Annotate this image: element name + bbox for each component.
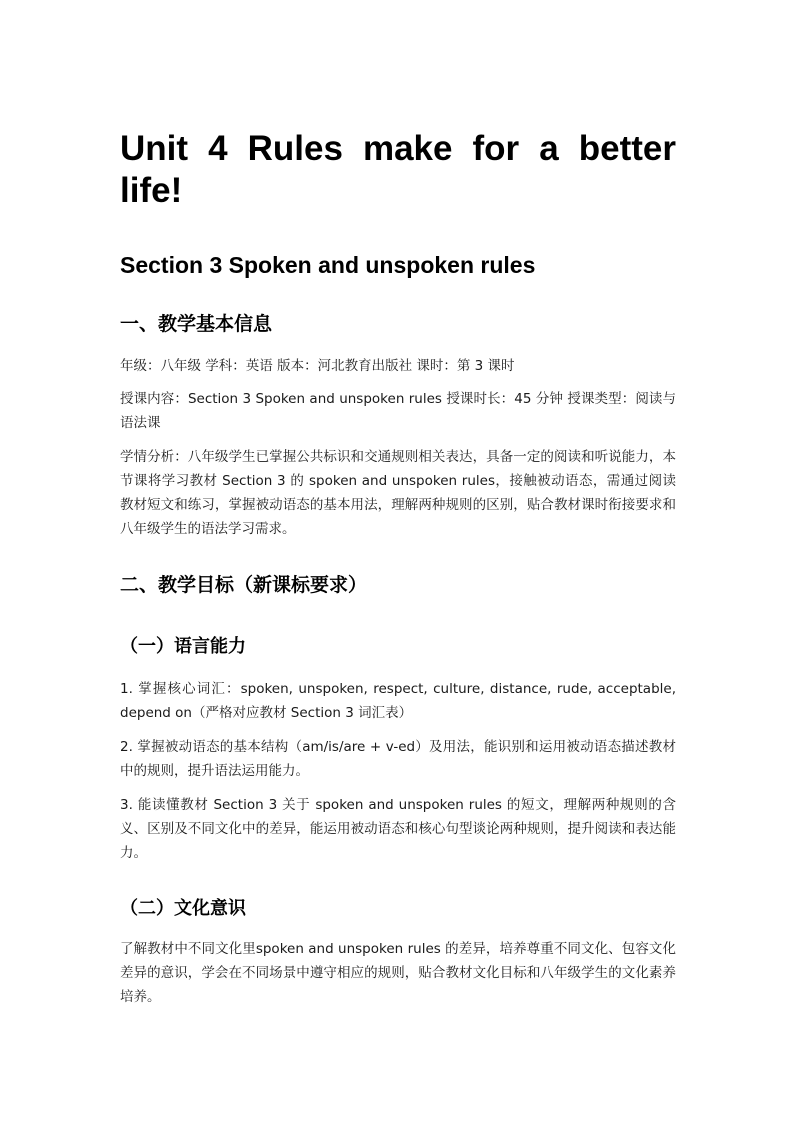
objective-item-1: 1. 掌握核心词汇：spoken, unspoken, respect, culture, distance, rude, acceptable, depend on（严格对应教材 Section 3 词汇表） — [120, 681, 676, 721]
document-title: Unit 4 Rules make for a better life! — [120, 129, 676, 210]
cultural-awareness-heading: （二）文化意识 — [120, 898, 246, 919]
part1-heading: 一、教学基本信息 — [120, 313, 273, 335]
lesson-content-line: 授课内容：Section 3 Spoken and unspoken rules 授课时长：45 分钟 授课类型：阅读与语法课 — [120, 391, 676, 431]
basic-info-line: 年级：八年级 学科：英语 版本：河北教育出版社 课时：第 3 课时 — [120, 358, 515, 374]
cultural-awareness-paragraph: 了解教材中不同文化里spoken and unspoken rules 的差异，培养尊重不同文化、包容文化差异的意识，学会在不同场景中遵守相应的规则，贴合教材文化目标和八年级学生的文化素养培养。 — [120, 941, 676, 1005]
section-title: Section 3 Spoken and unspoken rules — [120, 252, 536, 278]
objective-item-3: 3. 能读懂教材 Section 3 关于 spoken and unspoken rules 的短文，理解两种规则的含义、区别及不同文化中的差异，能运用被动语态和核心句型谈论两种规则，提升阅读和表达能力。 — [120, 797, 676, 861]
language-ability-heading: （一）语言能力 — [120, 636, 246, 657]
objective-item-2: 2. 掌握被动语态的基本结构（am/is/are + v-ed）及用法，能识别和运用被动语态描述教材中的规则，提升语法运用能力。 — [120, 739, 676, 779]
part2-heading: 二、教学目标（新课标要求） — [120, 574, 368, 596]
student-analysis-paragraph: 学情分析：八年级学生已掌握公共标识和交通规则相关表达，具备一定的阅读和听说能力，本节课将学习教材 Section 3 的 spoken and unspoken rules，接触被动语态，需通过阅读教材短文和练习，掌握被动语态的基本用法，理解两种规则的区别，贴合教材课时衔接要求和八年级学生的语法学习需求。 — [120, 449, 676, 537]
